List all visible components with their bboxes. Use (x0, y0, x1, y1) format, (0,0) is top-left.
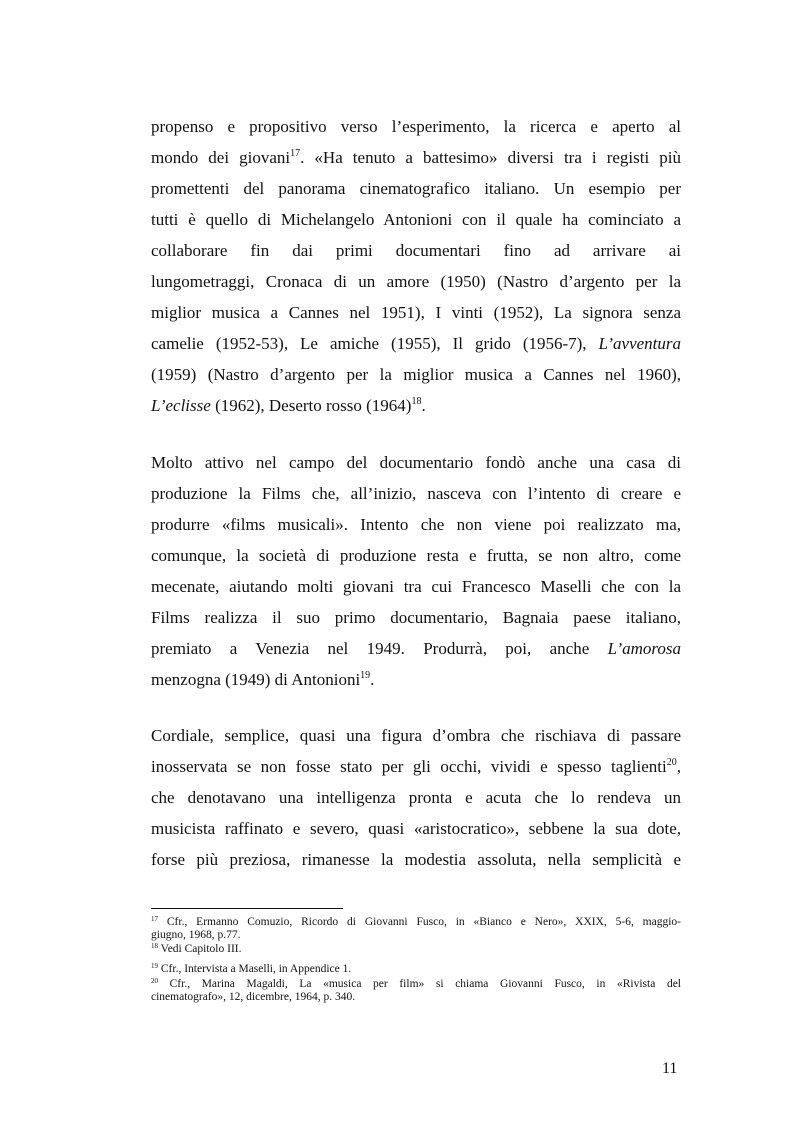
footnote-ref-18: 18 (411, 396, 422, 407)
text-line: produzione la Films che, all’inizio, nasceva con l’intento di creare e (151, 484, 681, 503)
text-line: Cordiale, semplice, quasi una figura d’ombra che rischiava di passare (151, 726, 681, 745)
text-line: camelie (1952-53), Le amiche (1955), Il grido (1956-7), L’avventura (151, 334, 682, 353)
text-line: propenso e propositivo verso l’esperimento, la ricerca e aperto al (151, 117, 681, 136)
footnote-ref-17: 17 (290, 148, 301, 159)
text-line: inosservata se non fosse stato per gli occhi, vividi e spesso taglienti$^{20}$, (151, 757, 681, 776)
footnote-18: $^{18}$ Vedi Capitolo III. (151, 942, 242, 955)
text-line: premiato a Venezia nel 1949. Produrrà, poi, anche L’amorosa (151, 639, 681, 658)
footnote-divider (151, 908, 343, 909)
text-line: mondo dei giovani$^{17}$. «Ha tenuto a battesimo» diversi tra i registi più (151, 148, 681, 167)
text-line: mecenate, aiutando molti giovani tra cui Francesco Maselli che con la (151, 577, 681, 596)
text-line: che denotavano una intelligenza pronta e acuta che lo rendeva un (151, 788, 681, 807)
text-line: Films realizza il suo primo documentario, Bagnaia paese italiano, (151, 608, 681, 627)
footnote-17: $^{17}$ Cfr., Ermanno Comuzio, Ricordo di Giovanni Fusco, in «Bianco e Nero», XXIX, 5-6, maggio- giugno, 1968, p.77. (151, 915, 682, 941)
text-line: produrre «films musicali». Intento che non viene poi realizzato ma, (151, 515, 681, 534)
text-line: forse più preziosa, rimanesse la modestia assoluta, nella semplicità e (151, 850, 681, 869)
page-number: 11 (662, 1060, 678, 1077)
film-title-italic: L’amorosa (607, 639, 681, 658)
footnote-20: $^{20}$ Cfr., Marina Magaldi, La «musica per film» si chiama Giovanni Fusco, in «Rivista del cinematografo», 12, dicembre, 1964, p. 340. (151, 977, 681, 1003)
text-line: tutti è quello di Michelangelo Antonioni con il quale ha cominciato a (151, 210, 681, 229)
text-line: collaborare fin dai primi documentari fino ad arrivare ai (151, 241, 681, 260)
text-line: menzogna (1949) di Antonioni$^{19}$. (151, 670, 375, 689)
film-title-italic: L’avventura (598, 334, 682, 353)
text-line: L’eclisse (1962), Deserto rosso $(1964)^{18}$. (151, 396, 426, 415)
text-line: comunque, la società di produzione resta e frutta, se non altro, come (151, 546, 681, 565)
footnote-ref-19: 19 (360, 670, 371, 681)
text-line: musicista raffinato e severo, quasi «aristocratico», sebbene la sua dote, (151, 819, 681, 838)
text-line: (1959) (Nastro d’argento per la miglior musica a Cannes nel 1960), (151, 365, 681, 384)
text-line: promettenti del panorama cinematografico italiano. Un esempio per (151, 179, 681, 198)
footnote-19: $^{19}$ Cfr., Intervista a Maselli, in Appendice 1. (151, 962, 352, 975)
film-title-italic: L’eclisse (151, 396, 211, 415)
footnote-ref-20: 20 (666, 757, 677, 768)
text-line: Molto attivo nel campo del documentario fondò anche una casa di (151, 453, 681, 472)
text-line: miglior musica a Cannes nel 1951), I vinti (1952), La signora senza (151, 303, 681, 322)
text-line: lungometraggi, Cronaca di un amore (1950) (Nastro d’argento per la (151, 272, 681, 291)
